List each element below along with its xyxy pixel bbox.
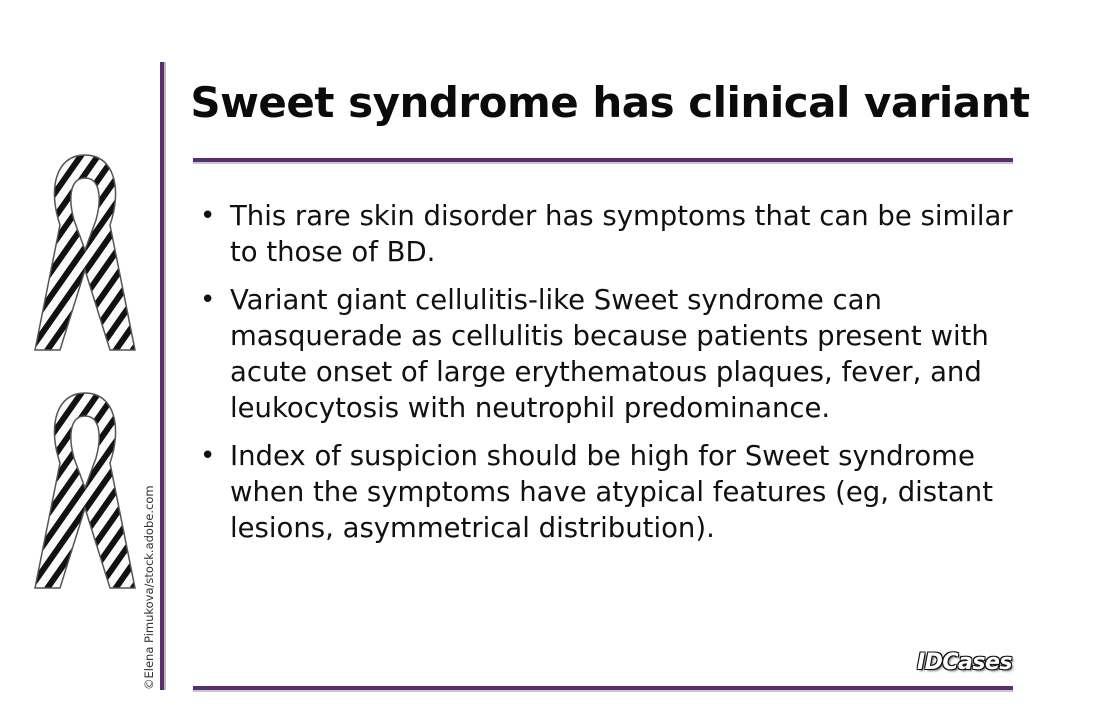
bullet-item: [200, 198, 1030, 270]
bullet-item: [200, 438, 1030, 546]
bullet-text: Variant giant cellulitis-like Sweet syndrome can masquerade as cellulitis because patients present with acute onset of large erythematous plaques, fever, and leukocytosis with neutrophil predominance.: [230, 284, 989, 424]
title-rule: [193, 158, 1013, 162]
zebra-ribbon-icon: [30, 150, 140, 360]
bullet-glyph: •: [200, 285, 216, 315]
bullet-text: Index of suspicion should be high for Sweet syndrome when the symptoms have atypical features (eg, distant lesions, asymmetrical distribution).: [230, 440, 993, 544]
slide-title: Sweet syndrome has clinical variant: [190, 78, 1030, 127]
bullet-glyph: •: [200, 201, 216, 231]
bullet-text: This rare skin disorder has symptoms that can be similar to those of BD.: [230, 200, 1013, 268]
idcases-logo: IDCases: [916, 650, 1012, 675]
image-credit: ©Elena Pimukova/stock.adobe.com: [142, 485, 156, 690]
zebra-ribbon-icon: [30, 388, 140, 598]
footer-rule: [193, 686, 1013, 690]
bullet-glyph: •: [200, 441, 216, 471]
bullet-list: [200, 198, 1030, 558]
vertical-divider: [160, 62, 166, 690]
bullet-item: [200, 282, 1030, 426]
